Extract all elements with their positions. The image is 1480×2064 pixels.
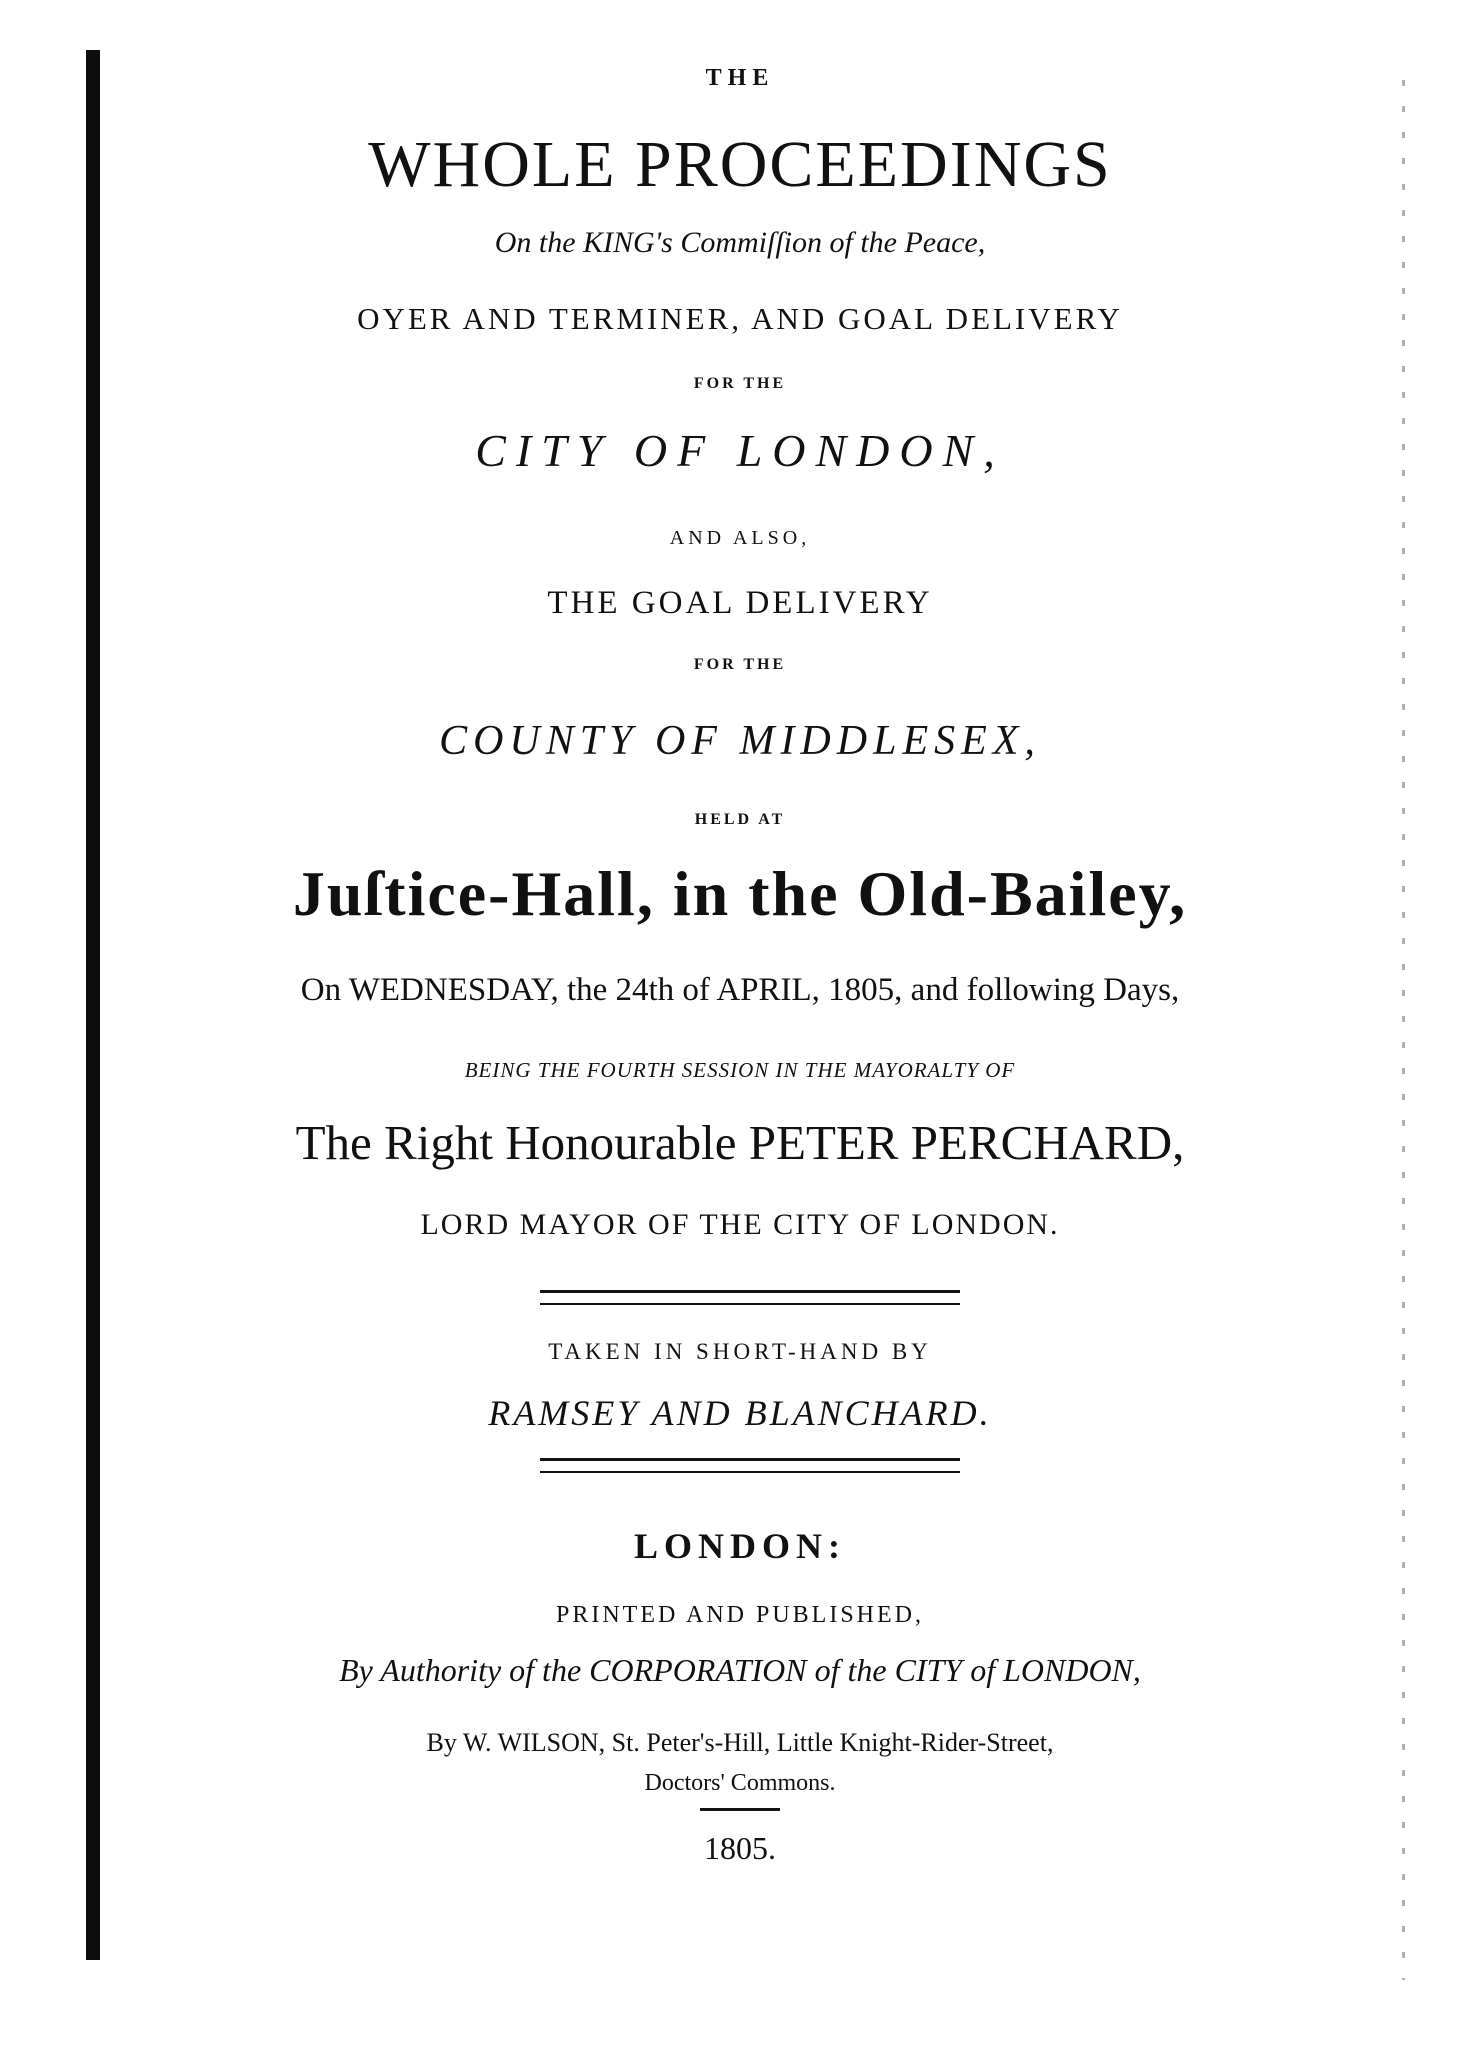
- printed-line: PRINTED AND PUBLISHED,: [555, 1602, 924, 1628]
- city-line: CITY OF LONDON,: [475, 425, 1005, 476]
- date-line: On WEDNESDAY, the 24th of APRIL, 1805, and following Days,: [300, 972, 1180, 1008]
- session-line: BEING THE FOURTH SESSION IN THE MAYORALTY OF: [464, 1058, 1016, 1082]
- double-rule-bottom: [540, 1458, 960, 1473]
- oyer-line: OYER AND TERMINER, AND GOAL DELIVERY: [357, 301, 1123, 336]
- held-at-line: HELD AT: [694, 811, 786, 828]
- short-rule: [700, 1808, 780, 1811]
- heading-the: THE: [705, 65, 775, 91]
- venue-line: Juſtice-Hall, in the Old-Bailey,: [292, 858, 1188, 929]
- authority-line: By Authority of the CORPORATION of the CITY of LONDON,: [339, 1652, 1141, 1688]
- and-also-line: AND ALSO,: [669, 527, 811, 549]
- double-rule-top: [540, 1290, 960, 1305]
- commission-line: On the KING's Commiſſion of the Peace,: [494, 226, 986, 259]
- london-line: LONDON:: [634, 1526, 846, 1566]
- mayor-title-line: LORD MAYOR OF THE CITY OF LONDON.: [420, 1208, 1060, 1241]
- reporters-line: RAMSEY AND BLANCHARD.: [488, 1393, 992, 1433]
- main-title: WHOLE PROCEEDINGS: [368, 128, 1112, 201]
- page-edge-marks: [1402, 80, 1405, 1980]
- printer-place-line: Doctors' Commons.: [644, 1770, 836, 1796]
- for-the-line-2: FOR THE: [693, 656, 787, 673]
- mayor-line: The Right Honourable PETER PERCHARD,: [295, 1115, 1185, 1170]
- taken-line: TAKEN IN SHORT-HAND BY: [548, 1339, 932, 1364]
- for-the-line-1: FOR THE: [693, 375, 787, 392]
- goal-delivery-line: THE GOAL DELIVERY: [547, 585, 933, 621]
- year-line: 1805.: [704, 1830, 776, 1866]
- county-line: COUNTY OF MIDDLESEX,: [439, 718, 1041, 764]
- printer-line: By W. WILSON, St. Peter's-Hill, Little Knight-Rider-Street,: [426, 1728, 1054, 1757]
